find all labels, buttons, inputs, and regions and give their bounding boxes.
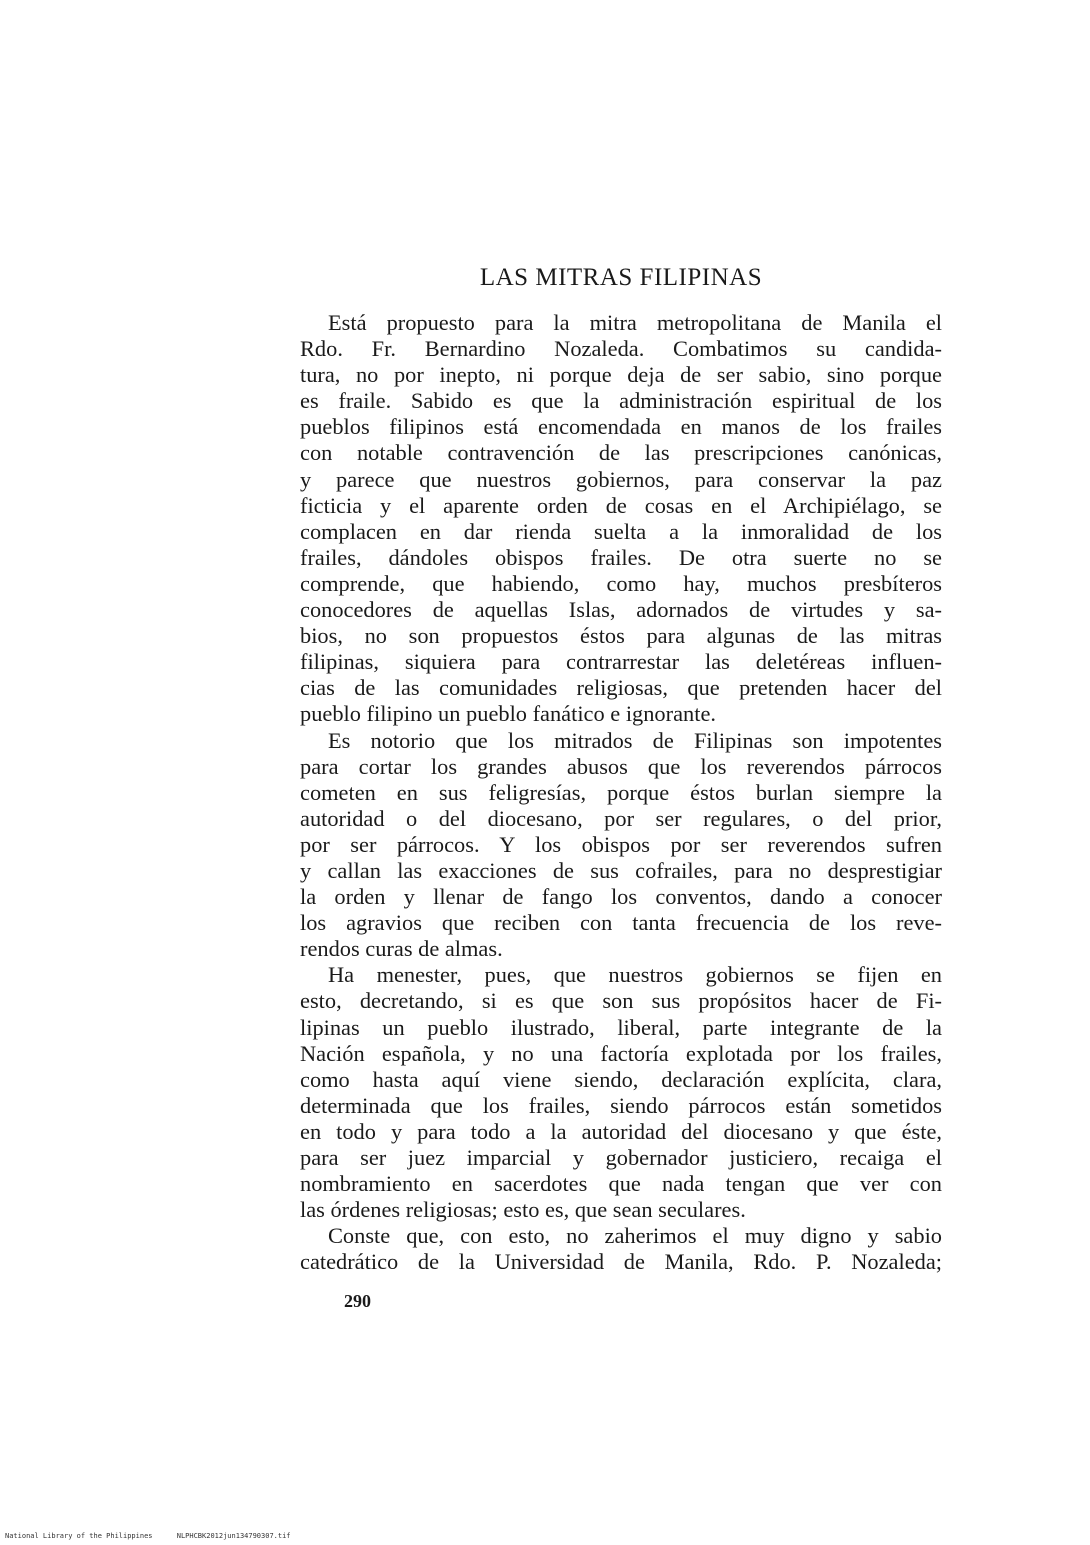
- text-line: pueblo filipino un pueblo fanático e ignorante.: [300, 701, 716, 727]
- text-line: es fraile. Sabido es que la administración espiritual de los: [300, 388, 942, 414]
- text-line: nombramiento en sacerdotes que nada tengan que ver con: [300, 1171, 942, 1197]
- paragraph: [300, 1223, 942, 1275]
- page-title: LAS MITRAS FILIPINAS: [479, 264, 763, 291]
- text-line: bios, no son propuestos éstos para algunas de las mitras: [300, 623, 942, 649]
- text-line: para ser juez imparcial y gobernador justiciero, recaiga el: [300, 1145, 942, 1170]
- article-body: [300, 310, 942, 1275]
- text-line: Está propuesto para la mitra metropolitana de Manila el: [328, 310, 942, 335]
- text-line: filipinas, siquiera para contrarrestar las deletéreas influen-: [300, 649, 942, 675]
- paragraph: [300, 728, 942, 963]
- text-line: frailes, dándoles obispos frailes. De otra suerte no se: [300, 544, 942, 570]
- text-line: y parece que nuestros gobiernos, para conservar la paz: [300, 466, 942, 492]
- page-number: 290: [344, 1291, 371, 1311]
- paragraph: [300, 310, 942, 728]
- text-line: determinada que los frailes, siendo párrocos están sometidos: [300, 1092, 942, 1118]
- text-line: complacen en dar rienda suelta a la inmoralidad de los: [300, 518, 942, 544]
- text-line: lipinas un pueblo ilustrado, liberal, parte integrante de la: [300, 1014, 942, 1040]
- text-line: y callan las exacciones de sus cofrailes, para no desprestigiar: [300, 857, 942, 883]
- text-line: Es notorio que los mitrados de Filipinas son impotentes: [328, 727, 942, 753]
- text-line: con notable contravención de las prescripciones canónicas,: [300, 440, 942, 466]
- text-line: para cortar los grandes abusos que los reverendos párrocos: [300, 753, 942, 779]
- text-line: tura, no por inepto, ni porque deja de ser sabio, sino porque: [300, 362, 942, 388]
- text-line: los agravios que reciben con tanta frecuencia de los reve-: [300, 910, 942, 936]
- text-line: cias de las comunidades religiosas, que pretenden hacer del: [300, 675, 942, 701]
- text-line: catedrático de la Universidad de Manila, Rdo. P. Nozaleda;: [300, 1249, 942, 1275]
- text-line: comprende, que habiendo, como hay, muchos presbíteros: [300, 570, 942, 596]
- text-line: conocedores de aquellas Islas, adornados de virtudes y sa-: [300, 597, 942, 623]
- text-line: como hasta aquí viene siendo, declaración explícita, clara,: [300, 1066, 942, 1092]
- text-line: pueblos filipinos está encomendada en manos de los frailes: [300, 414, 942, 440]
- scan-footer: [5, 1532, 311, 1541]
- footer-library: National Library of the Philippines: [5, 1532, 153, 1540]
- text-line: esto, decretando, si es que son sus propósitos hacer de Fi-: [300, 988, 942, 1014]
- text-line: en todo y para todo a la autoridad del diocesano y que éste,: [300, 1118, 942, 1144]
- text-line: autoridad o del diocesano, por ser regulares, o del prior,: [300, 805, 942, 831]
- text-line: por ser párrocos. Y los obispos por ser reverendos sufren: [300, 831, 942, 857]
- text-line: cometen en sus feligresías, porque éstos burlan siempre la: [300, 779, 942, 805]
- text-line: Conste que, con esto, no zaherimos el muy digno y sabio: [328, 1223, 942, 1249]
- paragraph: [300, 962, 942, 1223]
- text-line: la orden y llenar de fango los conventos, dando a conocer: [300, 884, 942, 910]
- text-line: las órdenes religiosas; esto es, que sean seculares.: [300, 1197, 746, 1223]
- text-line: ficticia y el aparente orden de cosas en el Archipiélago, se: [300, 492, 942, 518]
- text-line: Rdo. Fr. Bernardino Nozaleda. Combatimos su candida-: [300, 336, 942, 362]
- footer-file-id: NLPHCBK2012jun134790307.tif: [176, 1532, 291, 1540]
- text-line: rendos curas de almas.: [300, 936, 503, 962]
- text-line: Ha menester, pues, que nuestros gobiernos se fijen en: [328, 962, 942, 988]
- text-line: Nación española, y no una factoría explotada por los frailes,: [300, 1040, 942, 1066]
